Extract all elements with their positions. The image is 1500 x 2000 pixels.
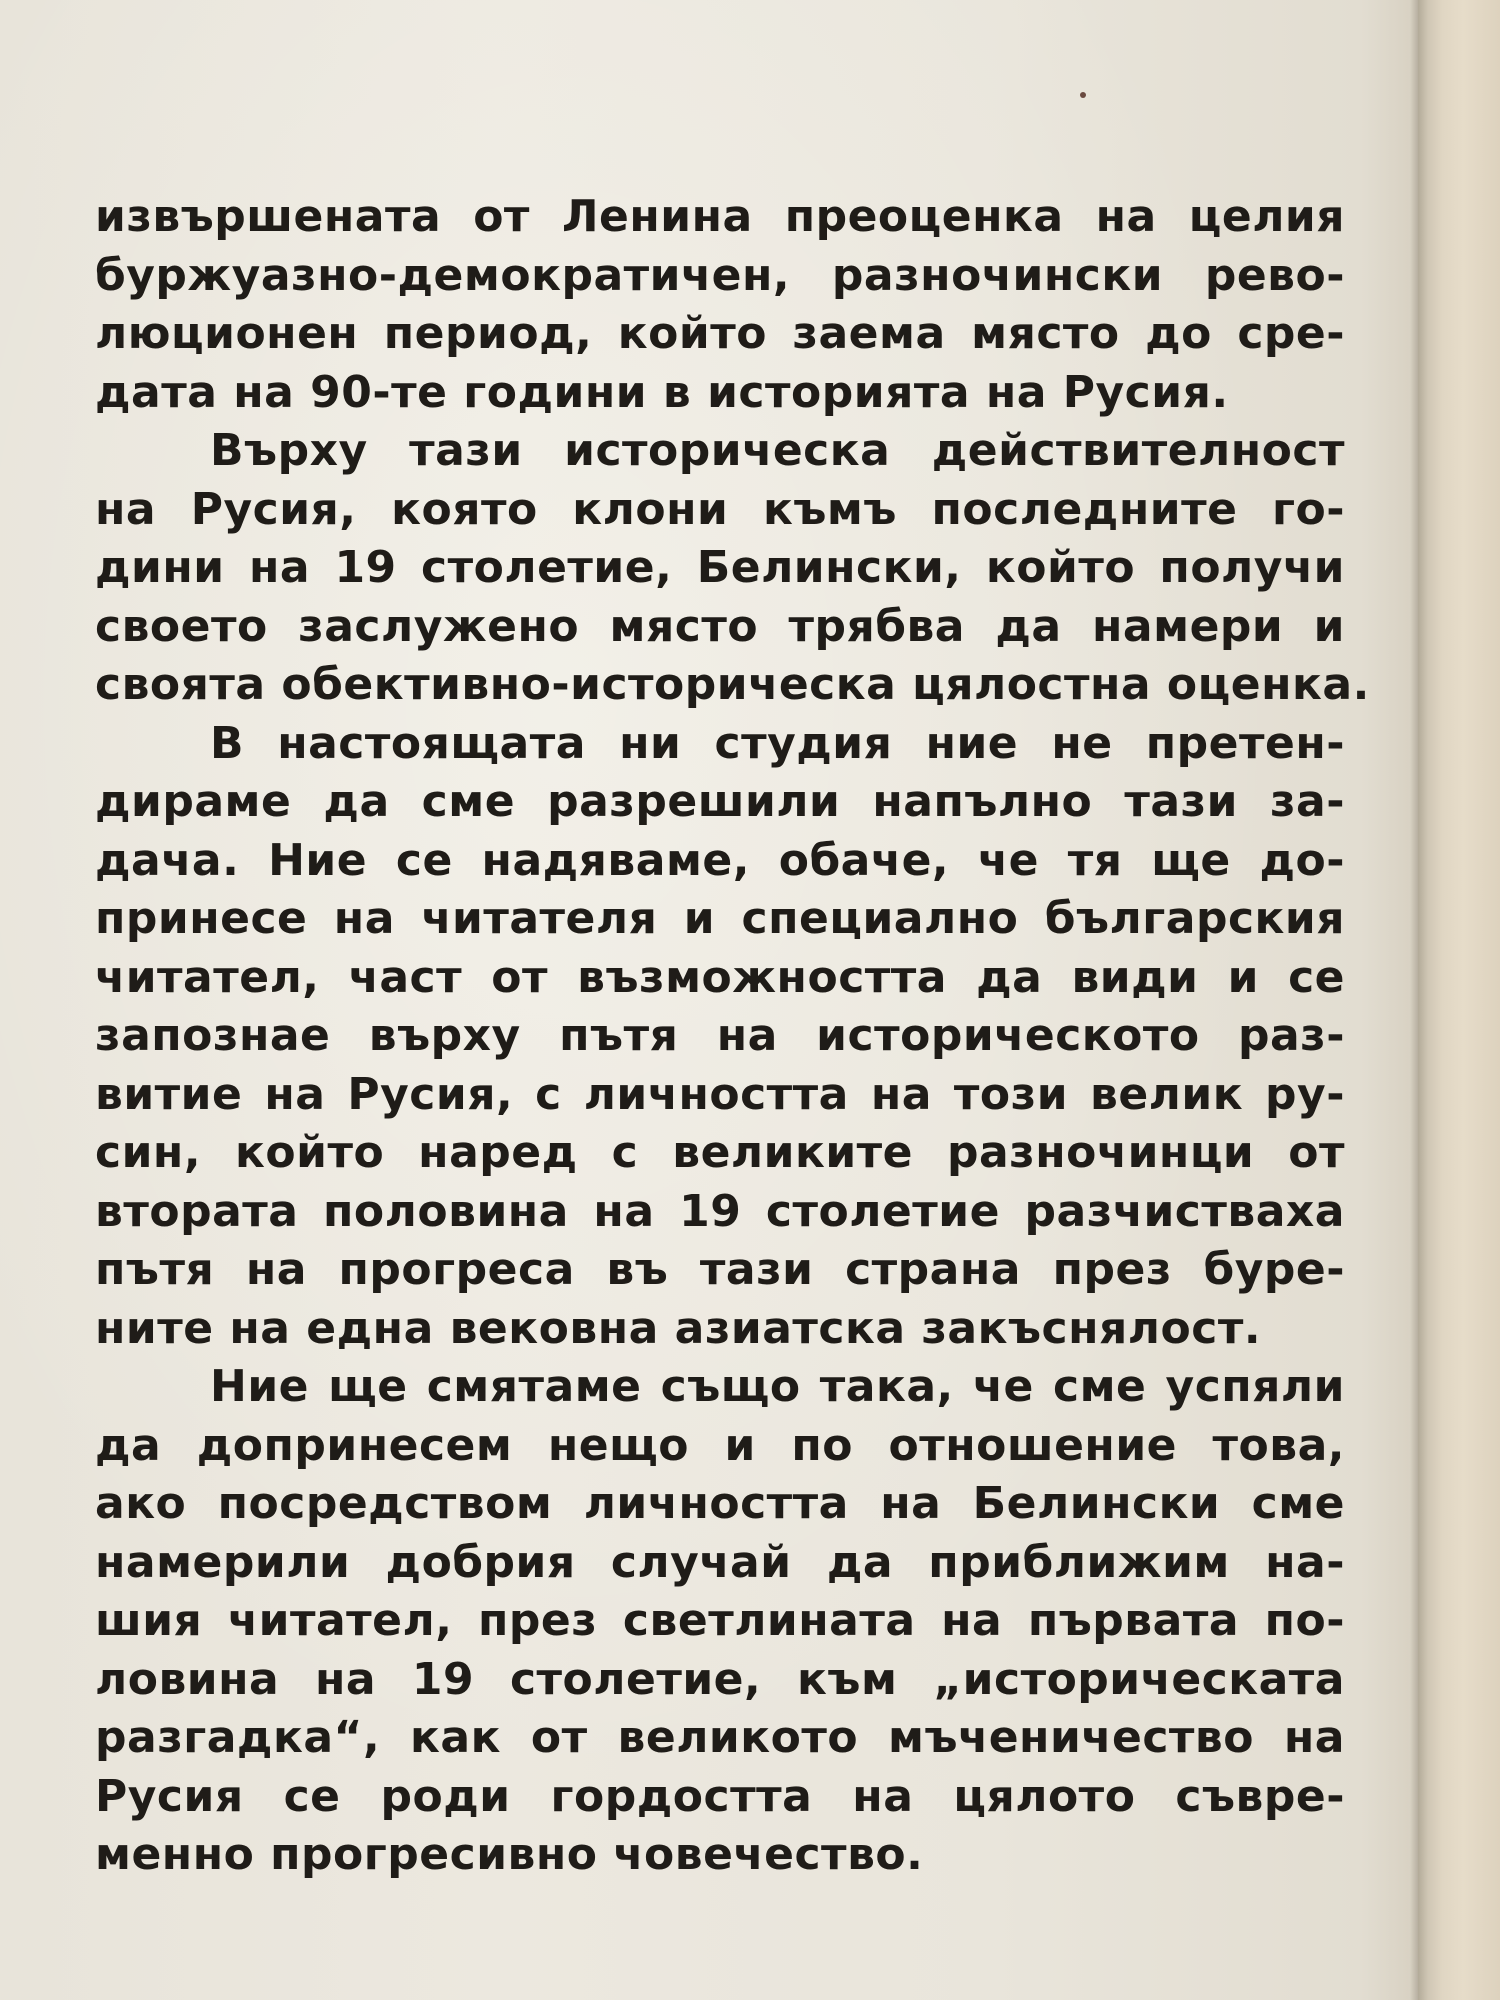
paragraph	[95, 188, 1345, 422]
text-line: ните на една вековна азиатска закъснялост.	[95, 1302, 1262, 1354]
paragraph	[95, 1358, 1345, 1885]
text-line: читател, част от възможността да види и се	[95, 951, 1345, 1003]
text-line: ловина на 19 столетие, към „историческата	[95, 1653, 1345, 1705]
text-line: буржуазно-демократичен, разночински рево-	[95, 249, 1345, 301]
text-line: Ние ще смятаме също така, че сме успяли	[210, 1361, 1345, 1412]
text-line: на Русия, която клони къмъ последните го-	[95, 483, 1345, 535]
text-line: дача. Ние се надяваме, обаче, че тя ще до-	[95, 834, 1345, 886]
text-line: пътя на прогреса въ тази страна през буре-	[95, 1244, 1345, 1295]
text-line: дираме да сме разрешили напълно тази за-	[95, 776, 1345, 827]
text-line: втората половина на 19 столетие разчистваха	[95, 1185, 1345, 1237]
text-line: своята обективно-историческа цялостна оценка.	[95, 659, 1370, 710]
paragraph	[95, 715, 1345, 1359]
body-text	[95, 188, 1370, 1885]
text-line: В настоящата ни студия ние не претен-	[210, 717, 1345, 769]
text-line: запознае върху пътя на историческото раз-	[95, 1010, 1345, 1061]
text-line: люционен период, който заема място до сре-	[95, 308, 1345, 359]
text-line: шия читател, през светлината на първата по-	[95, 1595, 1345, 1646]
text-line: извършената от Ленина преоценка на целия	[95, 191, 1345, 242]
text-line: син, който наред с великите разночинци от	[95, 1127, 1345, 1178]
text-line: разгадка“, как от великото мъченичество на	[95, 1712, 1345, 1763]
paragraph	[95, 422, 1370, 715]
text-line: да допринесем нещо и по отношение това,	[95, 1419, 1345, 1471]
text-line: менно прогресивно човечество.	[95, 1829, 924, 1880]
ink-speck	[1080, 92, 1086, 98]
text-line: Русия се роди гордостта на цялото съвре-	[95, 1770, 1345, 1822]
text-line: принесе на читателя и специално българския	[95, 893, 1345, 944]
text-line: своето заслужено място трябва да намери и	[95, 600, 1345, 652]
text-line: намерили добрия случай да приближим на-	[95, 1536, 1345, 1588]
page-edge	[1418, 0, 1500, 2000]
text-line: Върху тази историческа действителност	[210, 425, 1345, 476]
text-line: ако посредством личността на Белински сме	[95, 1478, 1345, 1529]
text-line: витие на Русия, с личността на този велик ру-	[95, 1068, 1345, 1120]
text-line: дата на 90-те години в историята на Русия.	[95, 366, 1229, 418]
text-line: дини на 19 столетие, Белински, който получи	[95, 542, 1345, 593]
